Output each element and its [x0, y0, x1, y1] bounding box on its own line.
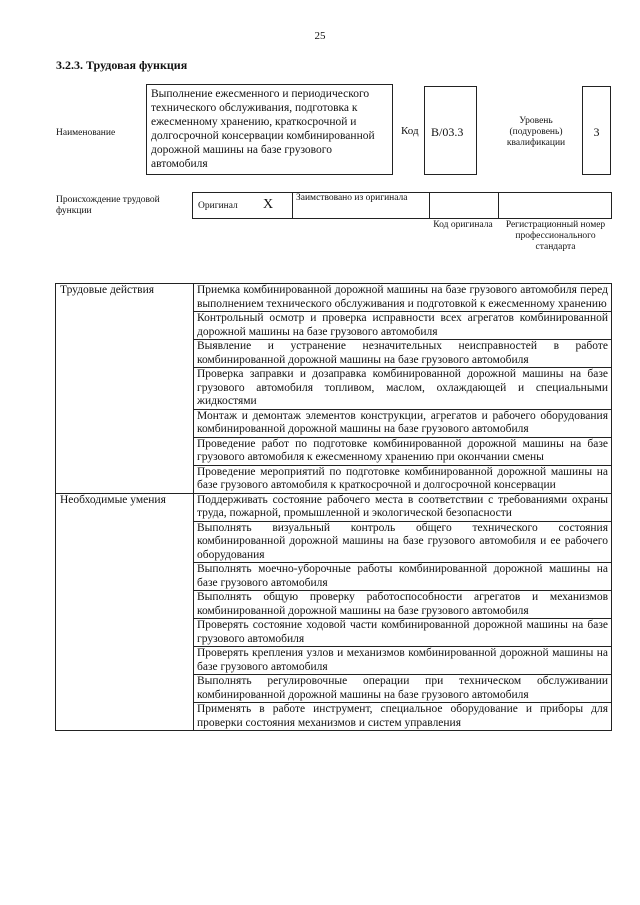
table-cell: Проверять крепления узлов и механизмов комбинированной дорожной машины на базе грузового автомобиля	[194, 647, 612, 675]
labor-actions-group	[56, 284, 612, 494]
table-cell: Проведение мероприятий по подготовке комбинированной дорожной машины на базе грузового автомобиля к краткосрочной и долгосрочной консервации	[194, 465, 612, 493]
origin-divider	[292, 192, 293, 218]
table-cell: Проверка заправки и дозаправка комбинированной дорожной машины на базе грузового автомобиля топливом, маслом, охлаждающей и специальными жидкостями	[194, 368, 612, 410]
table-cell: Применять в работе инструмент, специальное оборудование и приборы для проверки состояния механизмов и систем управления	[194, 703, 612, 731]
section-title: 3.2.3. Трудовая функция	[56, 58, 188, 72]
function-name-box	[146, 84, 393, 175]
qualification-level: 3	[593, 125, 600, 139]
table-cell: Выполнять визуальный контроль общего технического состояния комбинированной дорожной машины на базе грузового автомобиля и ее рабочего оборудования	[194, 521, 612, 563]
origin-label: Происхождение трудовой функции	[56, 195, 160, 216]
original-label: Оригинал	[198, 201, 238, 211]
table-cell: Проверять состояние ходовой части комбинированной дорожной машины на базе грузового автомобиля	[194, 619, 612, 647]
page-number: 25	[314, 30, 326, 42]
required-skills-group	[56, 493, 612, 731]
category-required-skills: Необходимые умения	[56, 493, 194, 731]
reg-number-caption: Регистрационный номер профессионального стандарта	[505, 220, 606, 252]
name-label: Наименование	[56, 128, 116, 138]
code-label: Код	[401, 125, 419, 137]
table-cell: Проведение работ по подготовке комбинированной дорожной машины на базе грузового автомобиля к ежесменному хранению при окончании смены	[194, 437, 612, 465]
code-box	[424, 86, 477, 175]
table-cell: Монтаж и демонтаж элементов конструкции, агрегатов и рабочего оборудования комбинированной дорожной машины на базе грузового автомобиля	[194, 409, 612, 437]
level-box	[582, 86, 611, 175]
function-name: Выполнение ежесменного и периодического технического обслуживания, подготовка к ежесменному хранению, краткосрочной и долгосрочной консервации комбинированной дорожной машины на базе грузового автомобиля	[151, 88, 375, 170]
table-cell: Выполнять регулировочные операции при техническом обслуживании комбинированной дорожной машины на базе грузового автомобиля	[194, 675, 612, 703]
origin-bottom-rule	[192, 218, 612, 219]
table-cell: Выполнять общую проверку работоспособности агрегатов и механизмов комбинированной дорожной машины на базе грузового автомобиля	[194, 591, 612, 619]
category-labor-actions: Трудовые действия	[56, 284, 194, 494]
table-cell: Поддерживать состояние рабочего места в соответствии с требованиями охраны труда, пожарной, промышленной и экологической безопасности	[194, 493, 612, 521]
table-cell: Контрольный осмотр и проверка исправности всех агрегатов комбинированной дорожной машины на базе грузового автомобиля	[194, 312, 612, 340]
borrowed-label: Заимствовано из оригинала	[296, 193, 408, 203]
level-label: Уровень (подуровень) квалификации	[506, 116, 566, 148]
original-mark: X	[263, 197, 274, 212]
origin-divider	[611, 192, 612, 218]
table-cell: Приемка комбинированной дорожной машины на базе грузового автомобиля перед выполнением технического обслуживания и подготовкой к ежесменному хранению	[194, 284, 612, 312]
original-code-caption: Код оригинала	[433, 220, 493, 230]
table-cell: Выявление и устранение незначительных неисправностей в работе комбинированной дорожной машины на базе грузового автомобиля	[194, 340, 612, 368]
function-code: B/03.3	[431, 125, 464, 139]
table-row	[56, 493, 612, 521]
origin-divider	[192, 192, 193, 218]
origin-divider	[429, 192, 430, 218]
origin-divider	[498, 192, 499, 218]
table-cell: Выполнять моечно-уборочные работы комбинированной дорожной машины на базе грузового автомобиля	[194, 563, 612, 591]
table-row	[56, 284, 612, 312]
function-table	[55, 283, 612, 731]
